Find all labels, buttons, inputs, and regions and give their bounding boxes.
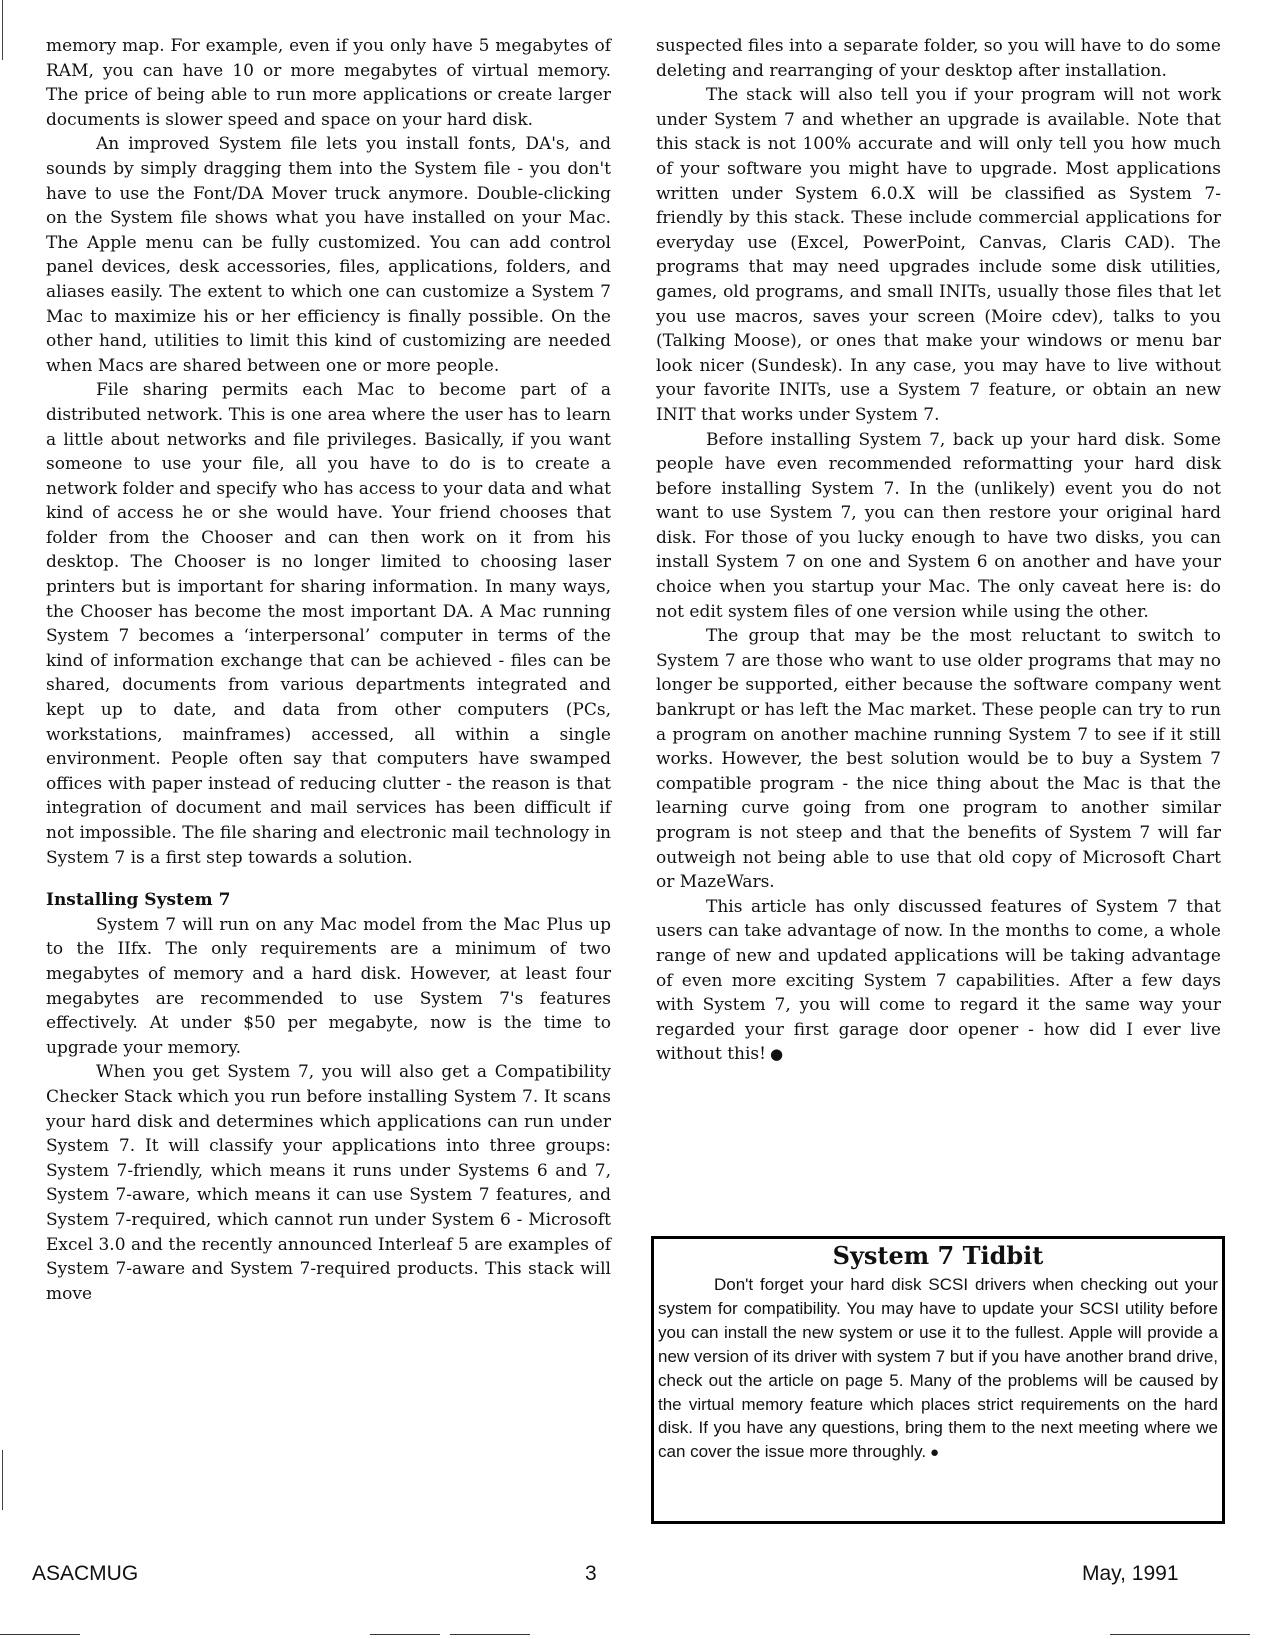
footer-page-number: 3 (585, 1562, 597, 1585)
left-column (46, 34, 611, 1306)
paragraph: Before installing System 7, back up your hard disk. Some people have even recommended reformatting your hard disk before installing System 7. In the (unlikely) event you do not want to use System 7, you can then restore your original hard disk. For those of you lucky enough to have two disks, you can install System 7 on one and System 6 on another and have your choice when you startup your Mac. The only caveat here is: do not edit system files of one version while using the other. (656, 429, 1221, 622)
paragraph: When you get System 7, you will also get a Compatibility Checker Stack which you run before installing System 7. It scans your hard disk and determines which applications can run under System 7. It will classify your applications into three groups: System 7-friendly, which means it runs under Systems 6 and 7, System 7-aware, which means it can use System 7 features, and System 7-required, which cannot run under System 6 - Microsoft Excel 3.0 and the recently announced Interleaf 5 are examples of System 7-aware and System 7-required products. This stack will move (46, 1062, 611, 1304)
tidbit-body-paragraph (658, 1273, 1218, 1465)
paragraph: An improved System file lets you install fonts, DA's, and sounds by simply dragging them into the System file - you don't have to use the Font/DA Mover truck anymore. Double-clicking on the System file shows what you have installed on your Mac. The Apple menu can be fully customized. You can add control panel devices, desk accessories, files, applications, folders, and aliases easily. The extent to which one can customize a System 7 Mac to maximize his or her efficiency is finally possible. On the other hand, utilities to limit this kind of customizing are needed when Macs are shared between one or more people. (46, 134, 611, 376)
paragraph: The group that may be the most reluctant to switch to System 7 are those who want to use older programs that may no longer be supported, either because the software company went bankrupt or has left the Mac market. These people can try to run a program on another machine running System 7 to see if it still works. However, the best solution would be to buy a System 7 compatible program - the nice thing about the Mac is that the learning curve going from one program to another similar program is not steep and that the benefits of System 7 will far outweigh not being able to use that old copy of Microsoft Chart or MazeWars. (656, 626, 1221, 893)
paragraph: File sharing permits each Mac to become part of a distributed network. This is one area where the user has to learn a little about networks and file privileges. Basically, if you want someone to use your file, all you have to do is to create a network folder and specify who has access to your data and what kind of access he or she would have. Your friend chooses that folder from the Chooser and can then work on it from his desktop. The Chooser is no longer limited to choosing laser printers but is important for sharing information. In many ways, the Chooser has become the most important DA. A Mac running System 7 becomes a ‘interpersonal’ computer in terms of the kind of information exchange that can be achieved - files can be shared, documents from various departments integrated and kept up to date, and data from other computers (PCs, workstations, mainframes) accessed, all within a single environment. People often say that computers have swamped offices with paper instead of reducing clutter - the reason is that integration of document and mail services has been difficult if not impossible. The file sharing and electronic mail technology in System 7 is a first step towards a solution. (46, 380, 611, 868)
section-heading: Installing System 7 (46, 890, 231, 911)
right-column (656, 34, 1221, 1067)
tidbit-title: System 7 Tidbit (832, 1241, 1044, 1270)
apple-logo-icon: ● (769, 1045, 784, 1064)
bottom-rule (450, 1634, 530, 1635)
paragraph-with-end-mark (656, 895, 1221, 1067)
paragraph-text: This article has only discussed features of System 7 that users can take advantage of now. In the months to come, a whole range of new and updated applications will be taking advantage of even more exciting System 7 capabilities. After a few days with System 7, you will come to regard it the same way your regarded your first garage door opener - how did I ever live without this! (656, 896, 1221, 1065)
page-edge-line (2, 1450, 3, 1510)
paragraph: System 7 will run on any Mac model from the Mac Plus up to the IIfx. The only requirements are a minimum of two megabytes of memory and a hard disk. However, at least four megabytes are recommended to use System 7's features effectively. At under $50 per megabyte, now is the time to upgrade your memory. (46, 914, 611, 1058)
apple-logo-icon: ● (930, 1444, 940, 1462)
paragraph: suspected files into a separate folder, so you will have to do some deleting and rearranging of your desktop after installation. (656, 36, 1221, 81)
footer-date: May, 1991 (1082, 1562, 1179, 1585)
paragraph: The stack will also tell you if your program will not work under System 7 and whether an upgrade is available. Note that this stack is not 100% accurate and will only tell you how much of your software you might have to upgrade. Most applications written under System 6.0.X will be classified as System 7-friendly by this stack. These include commercial applications for everyday use (Excel, PowerPoint, Canvas, Claris CAD). The programs that may need upgrades include some disk utilities, games, old programs, and small INITs, usually those files that let you use macros, saves your screen (Moire cdev), talks to you (Talking Moose), or ones that make your windows or menu bar look nicer (Sundesk). In any case, you may have to live without your favorite INITs, use a System 7 feature, or obtain an new INIT that works under System 7. (656, 85, 1221, 425)
page-edge-line (2, 0, 3, 60)
footer-publication: ASACMUG (32, 1562, 139, 1585)
bottom-rule (1110, 1634, 1250, 1635)
tidbit-box (651, 1236, 1225, 1524)
bottom-rule (370, 1634, 440, 1635)
paragraph: memory map. For example, even if you only have 5 megabytes of RAM, you can have 10 or more megabytes of virtual memory. The price of being able to run more applications or create larger documents is slower speed and space on your hard disk. (46, 36, 611, 130)
tidbit-body: Don't forget your hard disk SCSI drivers when checking out your system for compatibility. You may have to update your SCSI utility before you can install the new system or use it to the fullest. Apple will provide a new version of its driver with system 7 but if you have another brand drive, check out the article on page 5. Many of the problems will be caused by the virtual memory feature which places strict requirements on the hard disk. If you have any questions, bring them to the next meeting where we can cover the issue more throughly. (658, 1275, 1218, 1462)
bottom-rule (0, 1634, 80, 1635)
